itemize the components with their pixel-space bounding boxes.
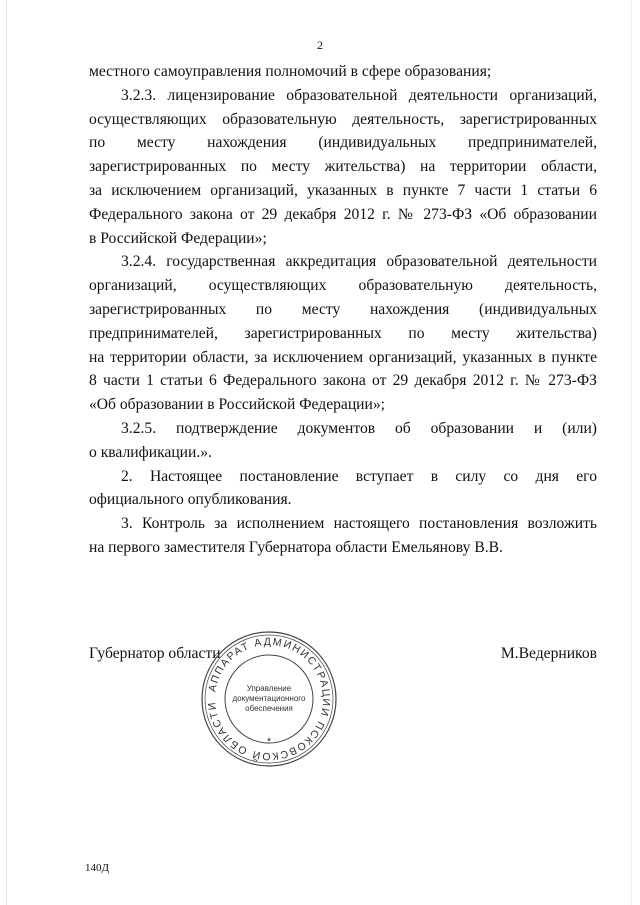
- text-line: зарегистрированных по месту жительства) на территории области,: [89, 158, 597, 176]
- seal-center-line: Управление: [246, 684, 292, 693]
- text-line: «Об образовании в Российской Федерации»;: [89, 396, 385, 414]
- text-line: 3.2.3. лицензирование образовательной деятельности организаций,: [121, 86, 597, 104]
- official-seal-stamp: [198, 628, 340, 770]
- seal-center-line: обеспечения: [245, 704, 293, 713]
- signatory-name: М.Ведерников: [500, 645, 597, 662]
- text-line: официального опубликования.: [89, 491, 292, 509]
- seal-center-line: документационного: [232, 694, 306, 703]
- seal-center-text: [233, 684, 307, 713]
- document-body: [89, 60, 597, 560]
- text-line: 3.2.5. подтверждение документов об образовании и (или): [121, 419, 597, 437]
- scan-edge-right: [631, 0, 632, 905]
- seal-star: *: [266, 736, 272, 748]
- scan-edge-left: [6, 0, 7, 905]
- text-line: на первого заместителя Губернатора области Емельянову В.В.: [89, 538, 503, 556]
- text-line: предпринимателей, зарегистрированных по месту жительства): [89, 324, 597, 342]
- page-number: 2: [317, 38, 323, 52]
- text-line: организаций, осуществляющих образовательную деятельность,: [89, 277, 597, 295]
- text-line: в Российской Федерации»;: [89, 229, 267, 247]
- text-line: местного самоуправления полномочий в сфере образования;: [89, 63, 492, 80]
- text-line: осуществляющих образовательную деятельность, зарегистрированных: [89, 110, 597, 128]
- seal-ring-text: АППАРАТ АДМИНИСТРАЦИИ ПСКОВСКОЙ ОБЛАСТИ: [205, 635, 333, 763]
- text-line: на территории области, за исключением организаций, указанных в пункте: [89, 348, 597, 366]
- text-line: 2. Настоящее постановление вступает в силу со дня его: [121, 467, 597, 485]
- text-line: по месту нахождения (индивидуальных предпринимателей,: [89, 134, 597, 152]
- text-line: 3. Контроль за исполнением настоящего постановления возложить: [121, 515, 597, 533]
- text-line: Федерального закона от 29 декабря 2012 г. № 273-ФЗ «Об образовании: [89, 205, 597, 223]
- document-code: 140Д: [85, 862, 110, 874]
- text-line: за исключением организаций, указанных в пункте 7 части 1 статьи 6: [89, 181, 597, 199]
- signatory-title: Губернатор области: [89, 645, 221, 662]
- text-line: 3.2.4. государственная аккредитация образовательной деятельности: [121, 253, 597, 271]
- text-line: о квалификации.».: [89, 443, 212, 461]
- text-line: зарегистрированных по месту нахождения (индивидуальных: [89, 300, 597, 318]
- text-line: 8 части 1 статьи 6 Федерального закона от 29 декабря 2012 г. № 273-ФЗ: [89, 372, 597, 390]
